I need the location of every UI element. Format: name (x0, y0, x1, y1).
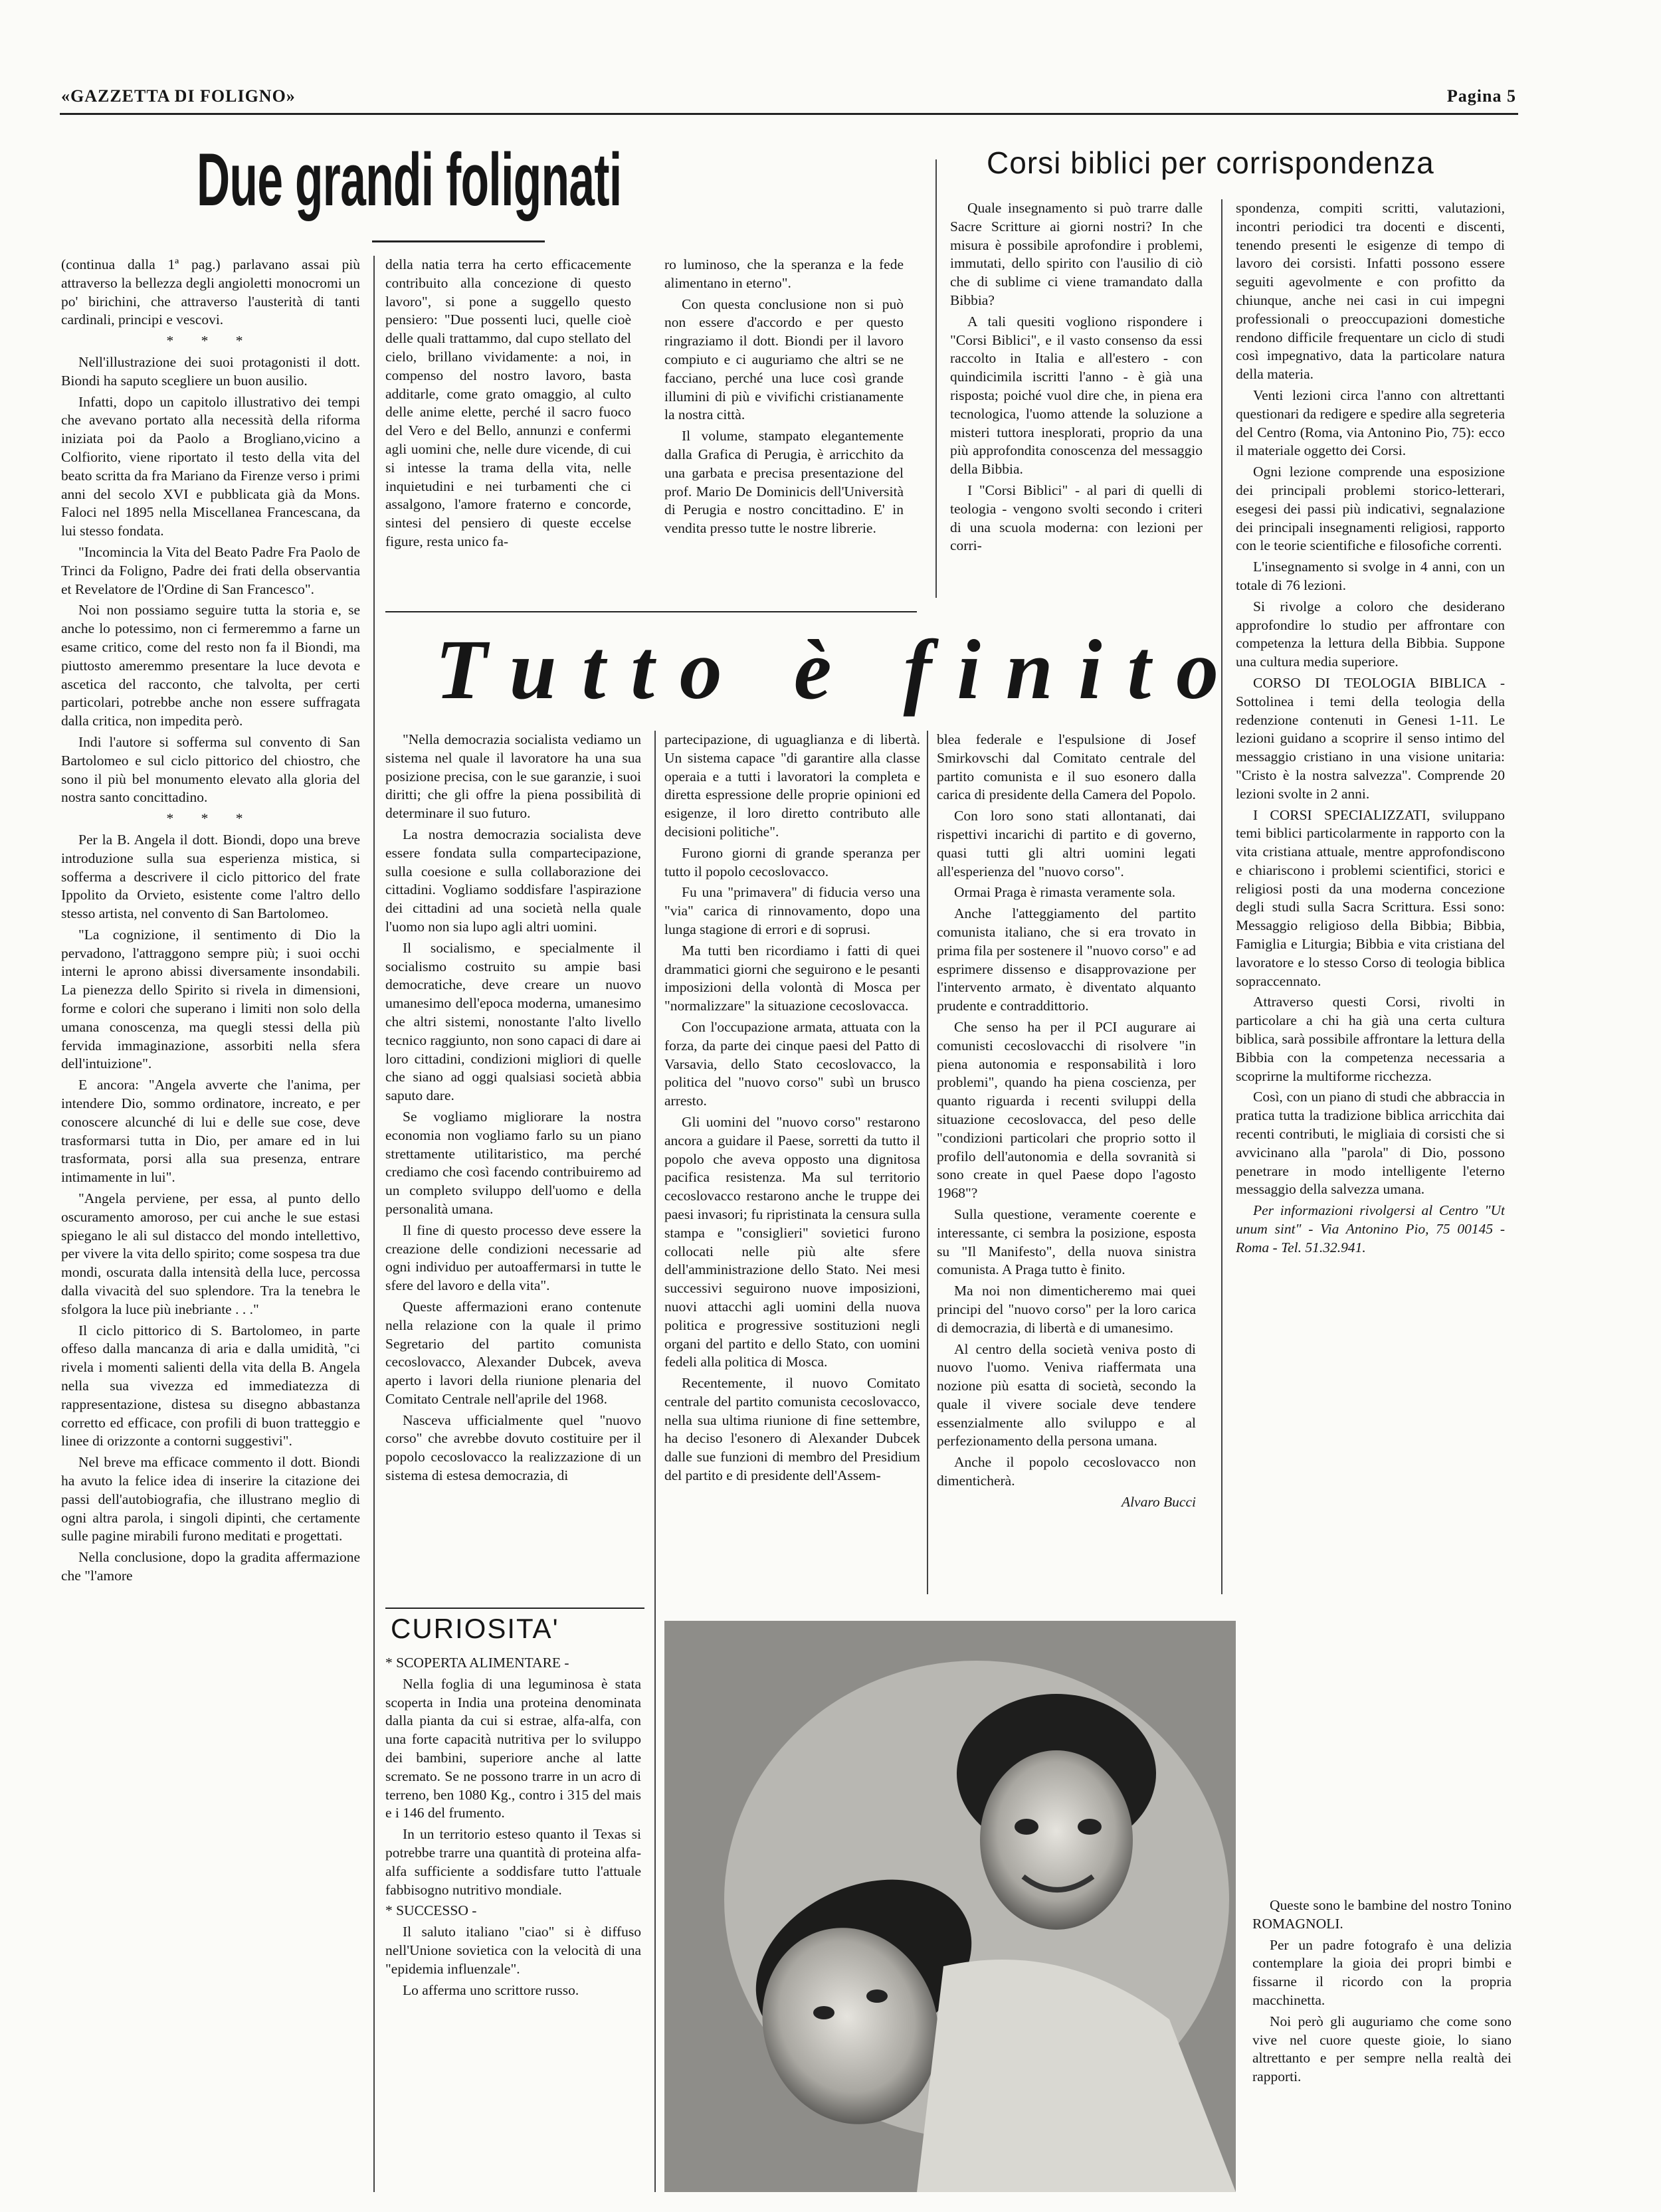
paragraph: Nella foglia di una leguminosa è stata scoperta in India una proteina denominata dalla pianta da cui si estrae, alfa-alfa, con una forte capacità nutritiva per lo sviluppo dei bambini, superiore anche al latte scremato. Se ne possono trarre in un acro di terreno, ben 1080 Kg., contro i 315 del mais e i 146 del frumento. (385, 1675, 641, 1821)
paragraph: Così, con un piano di studi che abbraccia in pratica tutta la tradizione biblica arricchita dai recenti contributi, le migliaia di corsisti che si avvicinano alla "parola" di Dio, possono penetrare in modo intelligente l'eterno messaggio della salvezza umana. (1236, 1089, 1505, 1198)
article-title-curiosita: CURIOSITA' (391, 1613, 559, 1644)
paragraph: Ma noi non dimenticheremo mai quei principi del "nuovo corso" per la loro carica di democrazia, di libertà e di umanesimo. (937, 1283, 1196, 1336)
paragraph: In un territorio esteso quanto il Texas si potrebbe trarre una quantità di proteina alfa-alfa sufficiente a soddisfare tutto l'attuale fabbisogno nutritivo mondiale. (385, 1826, 641, 1898)
article-column-2 (385, 256, 631, 601)
paragraph: Infatti, dopo un capitolo illustrativo dei tempi che avevano portato alla necessità della riforma iniziata poi da Paolo a Brogliano,vicino a Colfiorito, viene riportato il testo della vita del beato scritta da fra Mariano da Firenze verso i primi anni del secolo XVI e pubblicata già da Mons. Faloci nel 1895 nella Miscellanea Francescana, da lui stesso fondata. (61, 393, 360, 539)
paragraph: Fu una "primavera" di fiducia verso una "via" carica di rinnovamento, dopo una lunga stagione di errori e di soprusi. (664, 884, 920, 937)
paragraph: Per informazioni rivolgersi al Centro "Ut unum sint" - Via Antonino Pio, 75 00145 - Roma - Tel. 51.32.941. (1236, 1202, 1505, 1255)
article-column-1 (385, 731, 641, 1598)
column-divider (373, 256, 375, 2192)
paragraph: (continua dalla 1ª pag.) parlavano assai più attraverso la bellezza degli angioletti monocromi un po' birichini, che attraverso l'austerità di tanti cardinali, principi e vescovi. (61, 256, 360, 328)
paragraph: Con l'occupazione armata, attuata con la forza, da parte dei cinque paesi del Patto di Varsavia, dello Stato cecoslovacco, la politica del "nuovo corso" subì un brusco arresto. (664, 1018, 920, 1109)
paragraph: I CORSI SPECIALIZZATI, sviluppano temi biblici particolarmente in rapporto con la vita cristiana attuale, mentre approfondiscono e chiariscono i problemi scientifici, storici e religiosi posti da una moderna concezione degli studi sulla Sacra Scrittura. Essi sono: Messaggio religioso della Bibbia; Bibbia, Famiglia e Liturgia; Bibbia e vita cristiana del lavoratore e lo stesso Corso di teologia biblica sopraccennato. (1236, 806, 1505, 989)
paragraph: "Incomincia la Vita del Beato Padre Fra Paolo de Trinci da Foligno, Padre dei frati della observantia et Revelatore de l'Ordine di San Francesco". (61, 543, 360, 597)
paragraph: Il fine di questo processo deve essere la creazione delle condizioni necessarie ad ogni individuo per autoaffermarsi in tutte le sfere del lavoro e della vita". (385, 1222, 641, 1294)
paragraph: Nel breve ma efficace commento il dott. Biondi ha avuto la felice idea di inserire la citazione dei passi dell'autobiografia, che illustrano meglio di ogni altra parola, i singoli dipinti, che certamente sulle pagine mirabili furono meditati e progettati. (61, 1454, 360, 1544)
article-column-3 (664, 256, 904, 601)
article-title-due-grandi-folignati: Due grandi folignati (197, 138, 622, 221)
paragraph: Ma tutti ben ricordiamo i fatti di quei drammatici giorni che seguirono e le pesanti imposizioni della volontà di Mosca per "normalizzare" la situazione cecoslovacca. (664, 942, 920, 1014)
paragraph: Se vogliamo migliorare la nostra economia non vogliamo farlo su un piano strettamente utilitaristico, ma perché crediamo che così facendo contribuiremo ad un completo sviluppo dell'uomo e della personalità umana. (385, 1108, 641, 1217)
paragraph: * SCOPERTA ALIMENTARE - (385, 1655, 569, 1671)
article-column-1 (61, 256, 360, 2192)
article-column-1 (950, 199, 1203, 598)
paragraph: Gli uomini del "nuovo corso" restarono ancora a guidare il Paese, sorretti da tutto il popolo che aveva opposto una dignitosa pacifica resistenza. Ma sul territorio cecoslovacco restarono anche le truppe dei paesi invasori; fu ripristinata la censura sulla stampa e "consiglieri" sovietici furono collocati nelle più alte sfere dell'amministrazione dello Stato. Nei mesi successivi seguirono nuove imposizioni, nuovi attacchi agli uomini della nuova politica e progressive sostituzioni negli organi del partito e dello Stato, con uomini fedeli alla politica di Mosca. (664, 1113, 920, 1370)
paragraph: della natia terra ha certo efficacemente contribuito alla concezione di questo lavoro", si pone a suggello questo pensiero: "Due possenti luci, quelle cioè delle quali trattammo, dal cupo stellato del cielo, brillano vividamente: a noi, in compenso del nostro lavoro, basta additarle, come grato omaggio, al culto delle anime elette, perché il sacro fuoco del Vero e del Bello, annunzi e confermi agli uomini che, nelle dure vicende, di cui si intesse la trama della vita, nelle inquietudini e nei turbamenti che ci assalgono, l'amore fraterno e concorde, sintesi del pensiero di queste eccelse figure, resta unico fa- (385, 256, 631, 549)
paragraph: Il volume, stampato elegantemente dalla Grafica di Perugia, è arricchito da una garbata e precisa presentazione del prof. Mario De Dominicis dell'Università di Perugia e nostro concittadino. E' in vendita presso tutte le nostre librerie. (664, 428, 904, 537)
paragraph: Noi però gli auguriamo che come sono vive nel cuore queste gioie, lo siano altrettanto e per sempre nella realtà dei rapporti. (1252, 2013, 1512, 2085)
paragraph: partecipazione, di uguaglianza e di libertà. Un sistema capace "di garantire alla classe operaia e a tutti i lavoratori la completa e diretta espressione delle proprie opinioni ed esigenze, il loro diretto contributo alle decisioni politiche". (664, 731, 920, 840)
paragraph: Sulla questione, veramente coerente e interessante, ci sembra la posizione, esposta su "Il Manifesto", della nuova sinistra comunista. A Praga tutto è finito. (937, 1206, 1196, 1278)
column-divider (1221, 199, 1222, 1594)
paragraph: I "Corsi Biblici" - al pari di quelli di teologia - vengono svolti secondo i criteri di una scuola moderna: con lezioni per corri- (950, 482, 1203, 554)
paragraph: Queste sono le bambine del nostro Tonino ROMAGNOLI. (1252, 1897, 1512, 1932)
column-divider (935, 159, 937, 598)
paragraph: Ogni lezione comprende una esposizione dei principali problemi storico-letterari, esegesi dei passi più indicativi, segnalazione dei principali insegnamenti religiosi, rapporto con le teorie scientifiche e filosofiche correnti. (1236, 464, 1505, 554)
paragraph: CORSO DI TEOLOGIA BIBLICA - Sottolinea i temi della teologia della redenzione contenuti in Genesi 1-11. Le lezioni guidano a scoprire il senso intimo del messaggio cristiano in una visione unitaria: "Cristo è la nostra salvezza". Comprende 20 lezioni svolte in 2 anni. (1236, 674, 1505, 802)
paragraph: spondenza, compiti scritti, valutazioni, incontri periodici tra docenti e discenti, tenendo presenti le esigenze di tempo di lavoro dei corsisti. Infatti possono essere seguiti agevolmente e con profitto da chiunque, anche nei casi in cui impegni professionali o preoccupazioni domestiche rendono difficile frequentare un ciclo di studi così impegnativo, data la particolare natura della materia. (1236, 200, 1505, 383)
paragraph: E ancora: "Angela avverte che l'anima, per intendere Dio, sommo ordinatore, increato, e per conoscere alcunché di lui e delle sue cose, deve trasformarsi tutta in Dio, per amare ed in lui trasformata, porsi alla sua presenza, entrare intimamente in lui". (61, 1077, 360, 1186)
paragraph: La nostra democrazia socialista deve essere fondata sulla compartecipazione, sulla coesione e sulla collaborazione dei cittadini. Vogliamo soddisfare l'aspirazione dei cittadini ad una società nella quale l'uomo non sia lupo agli altri uomini. (385, 826, 641, 935)
curiosita-body (385, 1654, 641, 2185)
paragraph: Nell'illustrazione dei suoi protagonisti il dott. Biondi ha saputo scegliere un buon ausilio. (61, 353, 360, 389)
article-column-2 (1236, 199, 1505, 1701)
paragraph: Nasceva ufficialmente quel "nuovo corso" che avrebbe dovuto costituire per il popolo cecoslovacco la realizzazione di un sistema di estesa democrazia, di (385, 1412, 641, 1484)
paragraph: "Angela perviene, per essa, al punto dello oscuramento amoroso, per cui anche le sue estasi spiegano le ali sul distacco del mondo intellettivo, per vivere la vita dello spirito; come sospesa tra due mondi, oscurata dalla intensità della luce, percossa dalla vivacità del suo splendore. Tra la tenebra le sfolgora la luce più inebriante . . ." (61, 1190, 360, 1317)
paragraph: Con loro sono stati allontanati, dai rispettivi incarichi di partito e di governo, quasi tutti gli altri uomini legati all'esperienza del "nuovo corso". (937, 808, 1196, 879)
paragraph: Per la B. Angela il dott. Biondi, dopo una breve introduzione sulla sua esperienza mistica, si sofferma a descrivere il ciclo pittorico del frate Ippolito da Orvieto, esistente come l'altro dello stesso artista, nel convento di San Bartolomeo. (61, 831, 360, 922)
paragraph: Quale insegnamento si può trarre dalle Sacre Scritture ai giorni nostri? In che misura è possibile aprofondire i problemi, immutati, dello spirito con l'ausilio di ciò che di sublime ci viene tramandato dalla Bibbia? (950, 200, 1203, 308)
paragraph: ro luminoso, che la speranza e la fede alimentano in eterno". (664, 256, 904, 291)
paragraph: Anche l'atteggiamento del partito comunista italiano, che si era trovato in prima fila per sostenere il "nuovo corso" e ad esprimere dissenso e disapprovazione per l'intervento armato, è diventato alquanto prudente e contraddittorio. (937, 905, 1196, 1014)
paragraph: blea federale e l'espulsione di Josef Smirkovschi dal Comitato centrale del partito comunista e il suo esonero dalla carica di presidente della Camera del Popolo. (937, 731, 1196, 803)
newspaper-name: «GAZZETTA DI FOLIGNO» (61, 86, 296, 106)
paragraph: Attraverso questi Corsi, rivolti in particolare a chi ha già una certa cultura biblica, sarà possibile affrontare la lettura della Bibbia con la competenza necessaria a scoprirne la multiforme ricchezza. (1236, 994, 1505, 1084)
paragraph: Al centro della società veniva posto di nuovo l'uomo. Veniva riaffermata una nozione più esatta di società, secondo la quale il vivere sociale deve tendere essenzialmente allo sviluppo e al perfezionamento della persona umana. (937, 1340, 1196, 1449)
paragraph: Il ciclo pittorico di S. Bartolomeo, in parte offeso dalla mancanza di aria e dalla umidità, "ci rivela i momenti salienti della vita della B. Angela nella sua vivezza ed immediatezza di rappresentazione, distesa su disegno abbastanza corretto ed efficace, con profili di buon tratteggio e linee di orizzonte a contorni suggestivi". (61, 1322, 360, 1449)
paragraph: Venti lezioni circa l'anno con altrettanti questionari da redigere e spedire alla segreteria del Centro (Roma, via Antonino Pio, 75): ecco il materiale oggetto dei Corsi. (1236, 387, 1505, 459)
column-divider (927, 731, 928, 1594)
article-column-2 (664, 731, 920, 1601)
paragraph: Alvaro Bucci (1121, 1493, 1196, 1510)
paragraph: Il saluto italiano "ciao" si è diffuso nell'Unione sovietica con la velocità di una "epidemia influenzale". (385, 1924, 641, 1977)
article-title-tutto-e-finito: Tutto è finito (435, 622, 1244, 717)
article-title-corsi-biblici: Corsi biblici per corrispondenza (987, 145, 1434, 180)
paragraph: Noi non possiamo seguire tutta la storia e, se anche lo potessimo, non ci fermeremmo a farne un esame critico, come del resto non fa il Biondi, ma piuttosto ameremmo presentare la luce devota e ascetica del racconto, che talvolta, per certi particolari, potrebbe anche non essere suffragata dalla critica, non impedita però. (61, 602, 360, 729)
paragraph: Nella conclusione, dopo la gradita affermazione che "l'amore (61, 1549, 360, 1584)
title-underline (372, 240, 545, 242)
paragraph: Ormai Praga è rimasta veramente sola. (954, 884, 1176, 901)
paragraph: "Nella democrazia socialista vediamo un sistema nel quale il lavoratore ha una sua posizione precisa, con le sue garanzie, i suoi diritti; che gli offre la piena possibilità di determinare il suo futuro. (385, 731, 641, 822)
photo-two-girls-image (664, 1621, 1236, 2192)
paragraph: Si rivolge a coloro che desiderano approfondire lo studio per affrontare con competenza la lettura della Bibbia. Suppone una cultura media superiore. (1236, 598, 1505, 670)
photo-caption (1252, 1896, 1512, 2192)
photo-two-girls (664, 1621, 1236, 2192)
paragraph: Recentemente, il nuovo Comitato centrale del partito comunista cecoslovacco, nella sua ultima riunione di fine settembre, ha deciso l'esonero di Alexander Dubcek dalle sue funzioni di membro del Presidium del partito e di presidente dell'Assem- (664, 1375, 920, 1484)
paragraph: Lo afferma uno scrittore russo. (403, 1982, 579, 1998)
paragraph: Per un padre fotografo è una delizia contemplare la gioia dei propri bimbi e fissarne il ricordo con la propria macchinetta. (1252, 1936, 1512, 2008)
paragraph: L'insegnamento si svolge in 4 anni, con un totale di 76 lezioni. (1236, 559, 1505, 593)
article-column-3 (937, 731, 1196, 1601)
paragraph: Queste affermazioni erano contenute nella relazione con la quale il primo Segretario del partito comunista cecoslovacco, Alexander Dubcek, aveva aperto i lavori della riunione plenaria del Comitato Centrale nell'aprile del 1968. (385, 1298, 641, 1407)
paragraph: Furono giorni di grande speranza per tutto il popolo cecoslovacco. (664, 844, 920, 879)
paragraph: Con questa conclusione non si può non essere d'accordo e per questo ringraziamo il dott. Biondi per il lavoro compiuto e ci auguriamo che altri se ne facciano, perché una luce così grande illumini di più e vivifichi cristianamente la nostra città. (664, 296, 904, 423)
paragraph: A tali quesiti vogliono rispondere i "Corsi Biblici", e il vasto consenso da essi raccolto in Italia e all'estero - con quindicimila iscritti l'anno - è già una risposta; poiché vuol dire che, in piena era tecnologica, l'uomo attende la soluzione a misteri tuttora inesplorati, proprio da una più approfondita conoscenza del messaggio della Bibbia. (950, 313, 1203, 478)
paragraph: Indi l'autore si sofferma sul convento di San Bartolomeo e sul ciclo pittorico del chiostro, che sono il più bel monumento elevato alla gloria del nostra santo concittadino. (61, 733, 360, 806)
paragraph: * * * (166, 333, 255, 349)
paragraph: Il socialismo, e specialmente il socialismo costruito su ampie basi democratiche, deve creare un nuovo umanesimo dell'epoca moderna, umanesimo che altri sistemi, nonostante l'alto livello tecnico raggiunto, non sono capaci di dare ai loro cittadini, condizioni migliori di quelle che siano ad oggi qualsiasi società abbia saputo dare. (385, 939, 641, 1104)
paragraph: * SUCCESSO - (385, 1902, 477, 1919)
curiosita-rule (385, 1608, 644, 1609)
paragraph: Che senso ha per il PCI augurare ai comunisti cecoslovacchi di risolvere "in piena autonomia e responsabilità i loro problemi", quando ha piena coscienza, per quanto riguarda i recenti sviluppi della situazione cecoslovacca, del peso delle "condizioni particolari che proprio sotto il profilo dell'autonomia e della sovranità si sono create in quel Paese dopo l'agosto 1968"? (937, 1018, 1196, 1202)
header-rule (60, 113, 1518, 115)
paragraph: * * * (166, 810, 255, 827)
paragraph: "La cognizione, il sentimento di Dio la pervadono, l'attraggono sempre più; i suoi occhi interni le aprono abissi diversamente insondabili. La pienezza dello Spirito si rivela in dimensioni, forme e colori che superano i limiti non solo della umana conoscenza, ma quegli stessi della più fervida immaginazione, assorbiti nella sfera dell'intuizione". (61, 926, 360, 1072)
section-divider (385, 611, 917, 612)
paragraph: Anche il popolo cecoslovacco non dimenticherà. (937, 1454, 1196, 1489)
column-divider (654, 731, 656, 2192)
page-number: Pagina 5 (1446, 86, 1516, 106)
